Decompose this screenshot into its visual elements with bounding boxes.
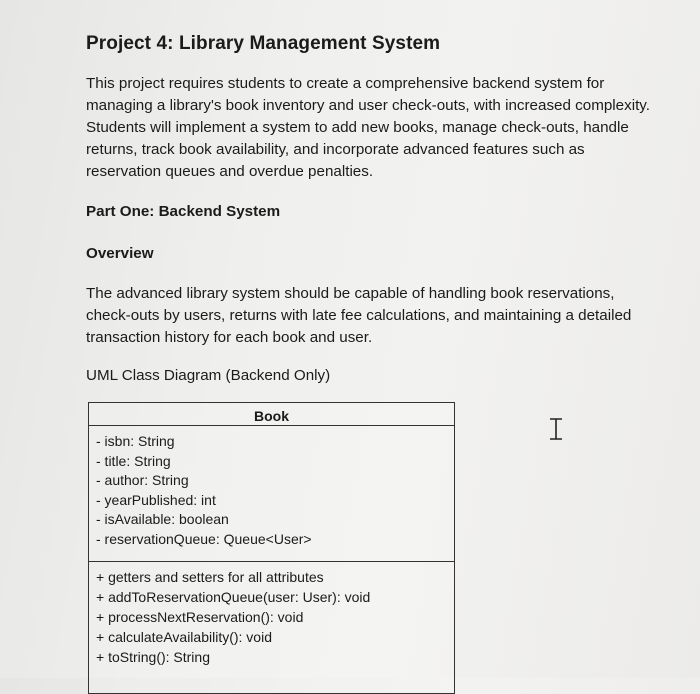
uml-method: + calculateAvailability(): void	[96, 629, 272, 645]
intro-line: reservation queues and overdue penalties.	[86, 163, 374, 180]
uml-attribute: - isbn: String	[96, 433, 175, 449]
intro-paragraph	[86, 73, 650, 183]
intro-line: This project requires students to create a comprehensive backend system for	[86, 75, 605, 92]
uml-method: + addToReservationQueue(user: User): void	[96, 589, 371, 605]
overview-heading: Overview	[86, 245, 154, 262]
uml-attribute: - isAvailable: boolean	[96, 511, 229, 528]
part-heading: Part One: Backend System	[86, 203, 281, 220]
overview-paragraph	[86, 283, 631, 349]
uml-diagram-label: UML Class Diagram (Backend Only)	[86, 367, 331, 384]
text-cursor-icon	[545, 417, 567, 441]
uml-attribute: - reservationQueue: Queue<User>	[96, 530, 312, 547]
uml-method: + getters and setters for all attributes	[96, 569, 324, 585]
uml-methods	[89, 562, 454, 667]
uml-class-name: Book	[89, 403, 454, 426]
uml-class-box	[88, 402, 455, 694]
uml-attribute: - yearPublished: int	[96, 491, 216, 508]
uml-attribute: - author: String	[96, 472, 189, 489]
page-title: Project 4: Library Management System	[86, 33, 441, 54]
overview-line: transaction history for each book and user.	[86, 329, 373, 346]
uml-method: + processNextReservation(): void	[96, 609, 304, 625]
overview-line: check-outs by users, returns with late fee calculations, and maintaining a detailed	[86, 307, 632, 324]
intro-line: managing a library's book inventory and user check-outs, with increased complexity.	[86, 97, 650, 114]
uml-attribute: - title: String	[96, 452, 171, 469]
uml-method: + toString(): String	[96, 649, 210, 665]
intro-line: Students will implement a system to add new books, manage check-outs, handle	[86, 119, 629, 136]
intro-line: returns, track book availability, and incorporate advanced features such as	[86, 141, 585, 158]
overview-line: The advanced library system should be capable of handling book reservations,	[86, 285, 615, 302]
uml-attributes	[89, 426, 454, 562]
